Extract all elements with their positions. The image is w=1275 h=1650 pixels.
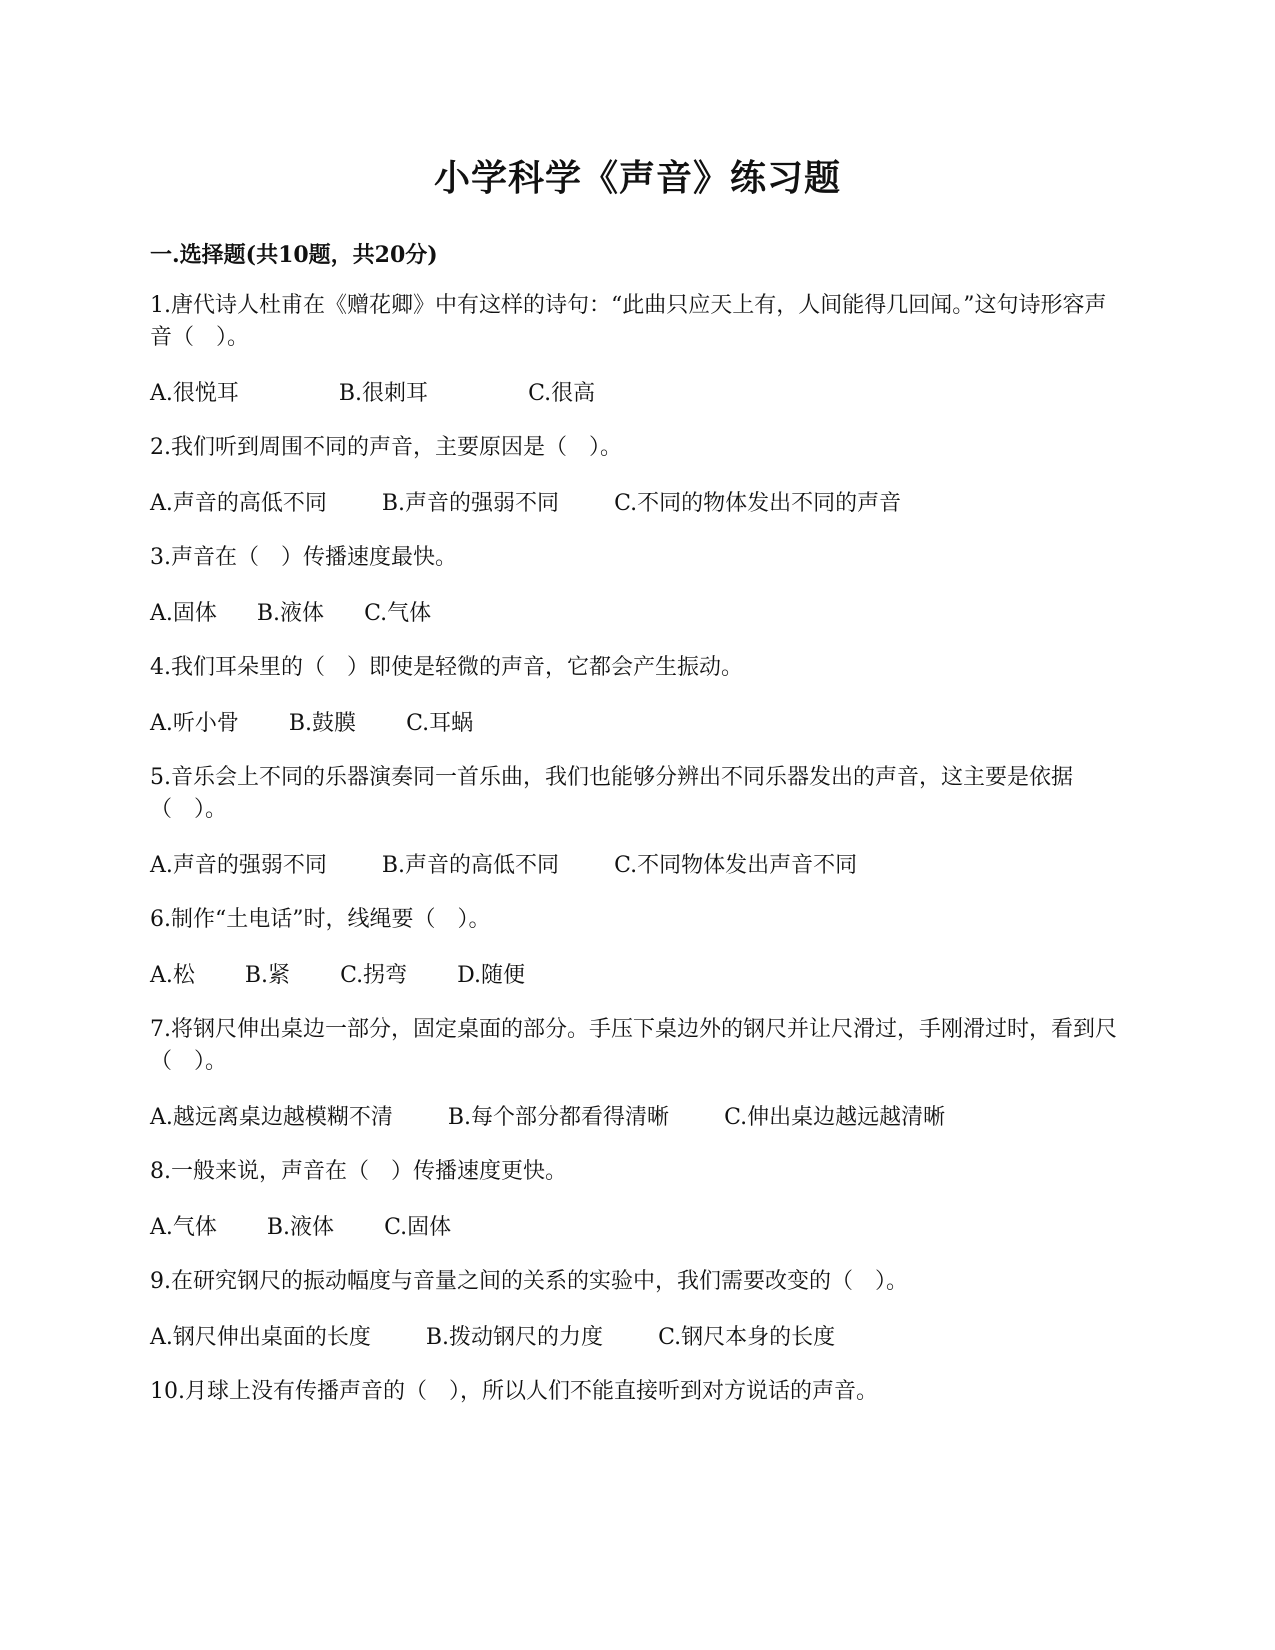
question-stem: 9.在研究钢尺的振动幅度与音量之间的关系的实验中，我们需要改变的（ ）。 xyxy=(150,1269,908,1294)
option-b: B.很刺耳 xyxy=(338,381,429,406)
option-a: A.气体 xyxy=(150,1215,217,1240)
question-options xyxy=(150,488,1125,520)
question-stem: 1.唐代诗人杜甫在《赠花卿》中有这样的诗句：“此曲只应天上有，人间能得几回闻。”这句诗形容声音（ ）。 xyxy=(150,293,1107,350)
question-list xyxy=(150,290,1125,1432)
option-c: C.钢尺本身的长度 xyxy=(658,1325,836,1350)
question-stem: 6.制作“土电话”时，线绳要（ ）。 xyxy=(150,907,491,932)
option-c: C.不同的物体发出不同的声音 xyxy=(614,491,902,516)
question-7 xyxy=(150,1014,1125,1134)
question-8 xyxy=(150,1156,1125,1244)
question-stem: 5.音乐会上不同的乐器演奏同一首乐曲，我们也能够分辨出不同乐器发出的声音，这主要是依据（ ）。 xyxy=(150,765,1073,822)
option-a: A.声音的高低不同 xyxy=(150,491,327,516)
option-c: C.很高 xyxy=(528,381,596,406)
question-options xyxy=(150,598,1125,630)
option-b: B.液体 xyxy=(256,601,325,626)
question-4 xyxy=(150,652,1125,740)
option-a: A.很悦耳 xyxy=(150,381,239,406)
question-5 xyxy=(150,762,1125,882)
option-c: C.伸出桌边越远越清晰 xyxy=(724,1105,946,1130)
question-1 xyxy=(150,290,1125,410)
question-options xyxy=(150,1212,1125,1244)
question-stem: 3.声音在（ ）传播速度最快。 xyxy=(150,545,457,570)
option-a: A.越远离桌边越模糊不清 xyxy=(150,1105,393,1130)
option-b: B.声音的强弱不同 xyxy=(381,491,560,516)
question-stem: 10.月球上没有传播声音的（ ），所以人们不能直接听到对方说话的声音。 xyxy=(150,1379,878,1404)
question-options xyxy=(150,708,1125,740)
option-c: C.气体 xyxy=(364,601,432,626)
option-c: C.不同物体发出声音不同 xyxy=(614,853,858,878)
question-stem: 7.将钢尺伸出桌边一部分，固定桌面的部分。手压下桌边外的钢尺并让尺滑过，手刚滑过时，看到尺（ ）。 xyxy=(150,1017,1117,1074)
option-b: B.鼓膜 xyxy=(288,711,357,736)
question-options xyxy=(150,960,1125,992)
page-title: 小学科学《声音》练习题 xyxy=(433,157,841,199)
question-stem: 4.我们耳朵里的（ ）即使是轻微的声音，它都会产生振动。 xyxy=(150,655,743,680)
question-10 xyxy=(150,1376,1125,1408)
option-a: A.固体 xyxy=(150,601,217,626)
option-a: A.钢尺伸出桌面的长度 xyxy=(150,1325,371,1350)
option-c: C.耳蜗 xyxy=(406,711,474,736)
question-options xyxy=(150,1102,1125,1134)
question-9 xyxy=(150,1266,1125,1354)
question-options xyxy=(150,378,1125,410)
question-options xyxy=(150,1322,1125,1354)
question-stem: 2.我们听到周围不同的声音，主要原因是（ ）。 xyxy=(150,435,622,460)
option-b: B.紧 xyxy=(244,963,291,988)
option-b: B.声音的高低不同 xyxy=(381,853,560,878)
option-b: B.每个部分都看得清晰 xyxy=(447,1105,670,1130)
question-options xyxy=(150,850,1125,882)
option-d: D.随便 xyxy=(457,963,525,988)
option-a: A.听小骨 xyxy=(150,711,239,736)
section-heading: 一.选择题(共10题，共20分) xyxy=(150,242,438,268)
option-a: A.声音的强弱不同 xyxy=(150,853,327,878)
question-3 xyxy=(150,542,1125,630)
option-b: B.液体 xyxy=(266,1215,335,1240)
question-2 xyxy=(150,432,1125,520)
option-c: C.固体 xyxy=(384,1215,452,1240)
question-6 xyxy=(150,904,1125,992)
option-b: B.拨动钢尺的力度 xyxy=(425,1325,604,1350)
question-stem: 8.一般来说，声音在（ ）传播速度更快。 xyxy=(150,1159,567,1184)
option-c: C.拐弯 xyxy=(340,963,408,988)
option-a: A.松 xyxy=(150,963,195,988)
